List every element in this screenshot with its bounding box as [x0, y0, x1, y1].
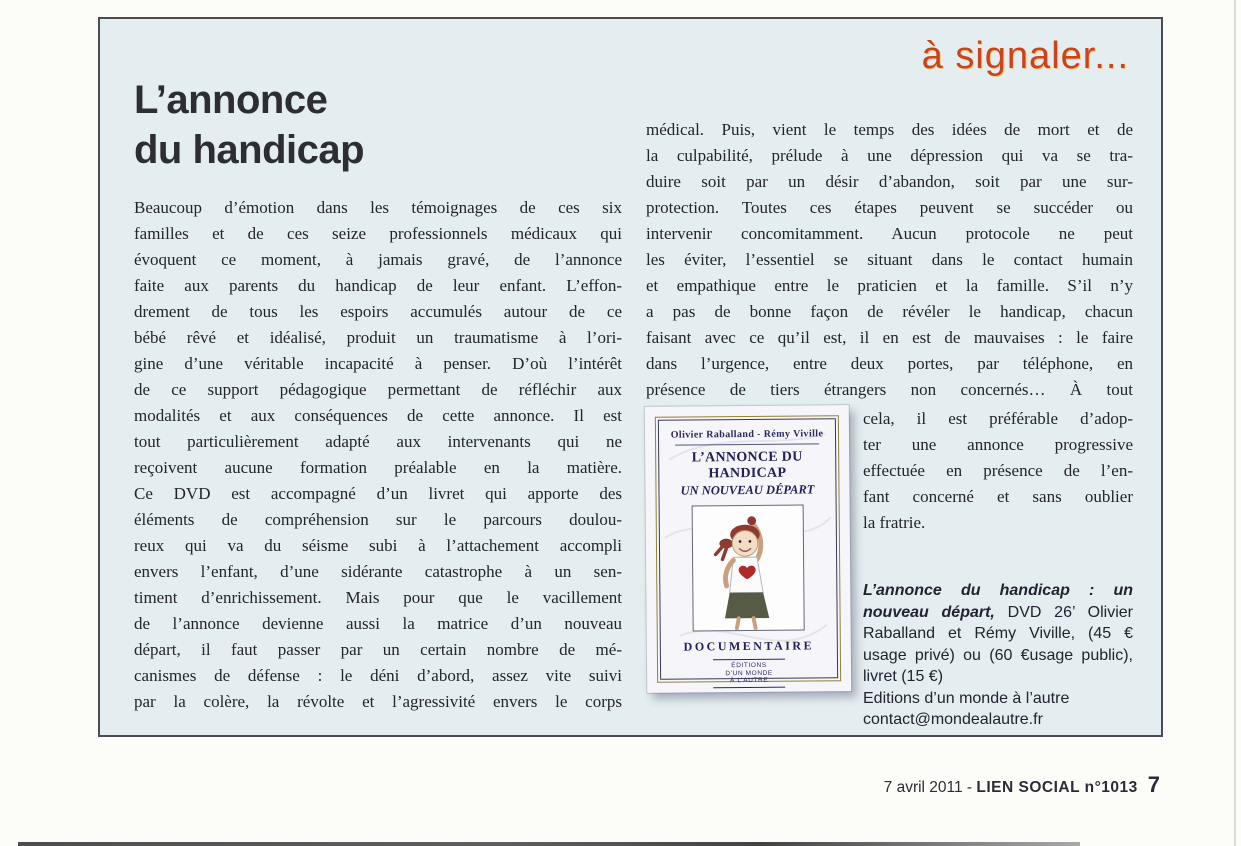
media-row: [646, 406, 1133, 731]
dvd-publisher-logo: [713, 659, 785, 688]
footer-date: 7 avril 2011 -: [883, 779, 977, 796]
scan-edge-right: [1234, 0, 1236, 846]
dvd-cover-inner-frame: [658, 418, 838, 685]
dvd-caption-title: L’annonce du handicap : un nouveau départ,: [863, 582, 1133, 621]
body-wrap-text: cela, il est préférable d’adop- ter une annonce progressive effectuée en présence de l’en- fant concerné et sans oublier la fratrie.: [863, 409, 1133, 532]
dvd-caption-details: DVD 26’ Olivier Raballand et Rémy Viville, (45 € usage privé) ou (60 €usage public), livret (15 €): [863, 603, 1134, 685]
article-title-line2: du handicap: [134, 128, 365, 172]
footer-journal-issue: LIEN SOCIAL n°1013: [976, 779, 1138, 796]
dvd-publisher-line2: D’UN MONDE: [725, 669, 773, 677]
footer-page-number: 7: [1147, 772, 1160, 797]
dvd-caption: [863, 580, 1133, 731]
article-title-line1: L’annonce: [134, 78, 328, 122]
body-column-right-paragraph: médical. Puis, vient le temps des idées de mort et de la culpabilité, prélude à une dépression qui va se tra- duire soit par un désir d’abandon, soit par une sur- protection. Toutes ces étapes peuvent se succéder ou intervenir concomitamment. Aucun protocole ne peut les éviter, l’essentiel se situant dans le contact humain et empathique entre le praticien et la famille. S’il n’y a pas de bonne façon de révéler le handicap, chacun faisant avec ce qu’il est, il en est de mauvaises : le faire dans l’urgence, entre deux portes, par téléphone, en présence de tiers étrangers non concernés… À tout: [646, 120, 1133, 399]
wrap-column: [863, 406, 1133, 731]
page-footer: [884, 772, 1160, 798]
dvd-cover-outer-frame: [655, 415, 841, 683]
girl-drawing: [693, 506, 804, 631]
dvd-caption-credits: [863, 580, 1133, 688]
section-flag: à signaler...: [921, 35, 1129, 77]
dvd-publisher-line1: ÉDITIONS: [731, 661, 767, 670]
body-column-right: [646, 117, 1133, 731]
dvd-title: L’ANNONCE DU HANDICAP: [691, 449, 803, 482]
dvd-publisher-line3: À L’AUTRE: [729, 676, 769, 685]
scan-edge-bottom: [18, 842, 1080, 846]
article-title: [134, 75, 364, 175]
body-column-left: Beaucoup d’émotion dans les témoignages de ces six familles et de ces seize professionnels médicaux qui évoquent ce moment, à jamais gravé, de l’annonce faite aux parents du handicap de leur enfant. L’effon- drement de tous les espoirs accumulés autour de ce bébé rêvé et idéalisé, produit un traumatisme à l’ori- gine d’une véritable incapacité à penser. D’où l’intérêt de ce support pédagogique permettant de réfléchir aux modalités et aux conséquences de cette annonce. Il est tout particulièrement adapté aux intervenants qui ne reçoivent aucune formation préalable en la matière. Ce DVD est accompagné d’un livret qui apporte des éléments de compréhension sur le parcours doulou- reux qui va du séisme subi à l’attachement accompli envers l’enfant, d’une sidérante catastrophe à un sen- timent d’enrichissement. Mais pour que le vacillement de l’annonce devienne aussi la matrice d’un nouveau départ, il faut passer par un certain nombre de mé- canismes de défense : le déni d’abord, assez vite suivi par la colère, la révolte et l’agressivité envers le corps: [134, 198, 622, 711]
dvd-genre: DOCUMENTAIRE: [683, 638, 815, 654]
dvd-cover: [645, 405, 851, 693]
dvd-caption-publisher: Editions d’un monde à l’autre: [863, 689, 1070, 707]
article-panel: [98, 17, 1163, 737]
dvd-caption-contact-email: contact@mondealautre.fr: [863, 711, 1043, 728]
dvd-authors: Olivier Raballand - Rémy Viville: [670, 428, 824, 441]
dvd-illustration: [692, 505, 805, 632]
dvd-subtitle: UN NOUVEAU DÉPART: [680, 482, 815, 498]
